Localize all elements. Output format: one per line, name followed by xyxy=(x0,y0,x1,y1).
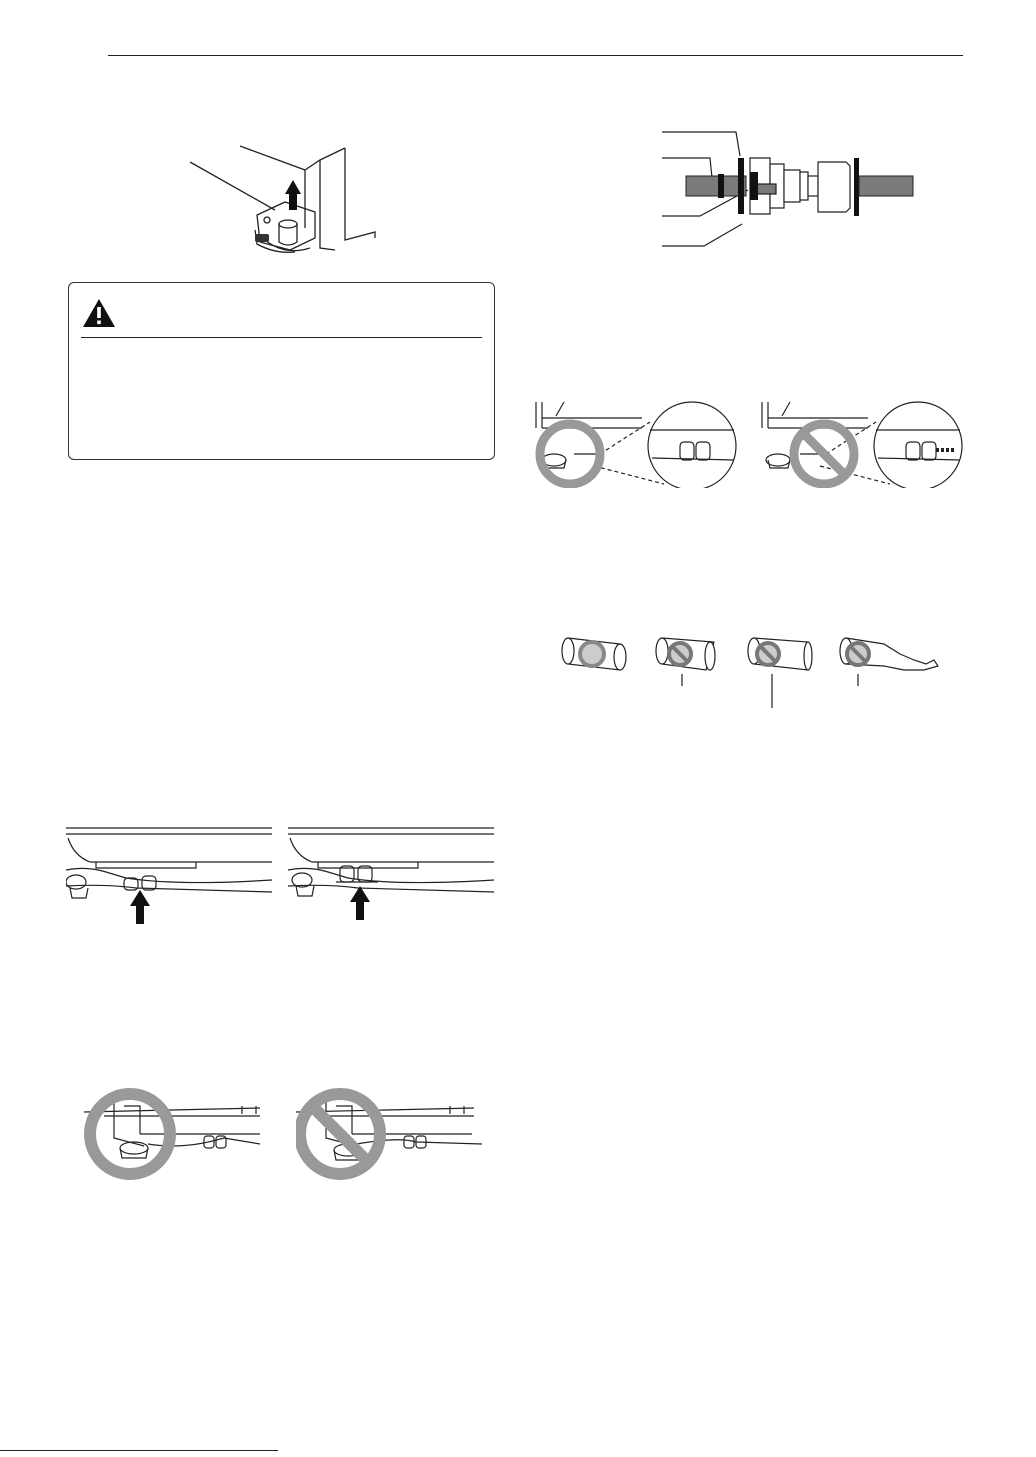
ok-circle-icon xyxy=(580,642,604,666)
figure-foot-prohibited xyxy=(296,1086,486,1186)
arrow-up-icon xyxy=(350,886,370,920)
figure-leveling-leg xyxy=(185,140,385,260)
figure-tube-fitting xyxy=(660,128,916,250)
header-rule xyxy=(108,55,963,56)
figure-tube-cuts xyxy=(554,630,946,710)
prohibited-circle-icon xyxy=(757,643,779,665)
prohibited-circle-icon xyxy=(669,643,691,665)
arrow-up-icon xyxy=(130,890,150,924)
arrow-up-icon xyxy=(285,180,301,210)
figure-fitting-location-right xyxy=(288,826,496,926)
warning-box xyxy=(68,282,495,460)
figure-foot-ok xyxy=(84,1086,268,1186)
warning-triangle-icon xyxy=(81,297,117,329)
figure-install-prohibited xyxy=(760,388,964,488)
figure-fitting-location-left xyxy=(66,826,274,926)
figure-install-ok xyxy=(534,388,738,488)
prohibited-circle-icon xyxy=(847,643,869,665)
footer-rule xyxy=(0,1450,278,1451)
warning-rule xyxy=(81,337,482,338)
